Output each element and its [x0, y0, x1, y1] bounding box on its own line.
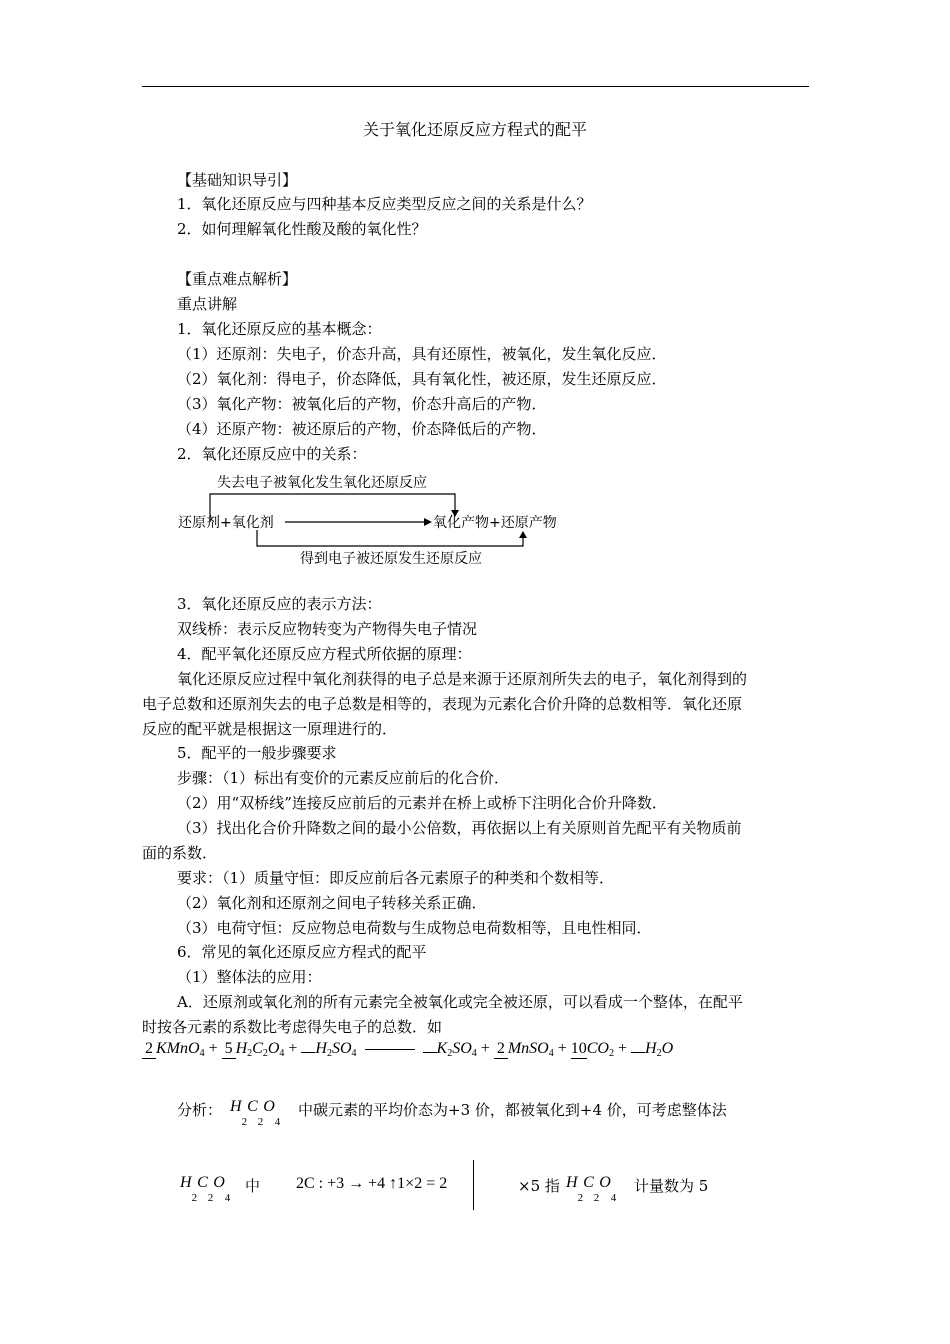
h2c2o4-formula-3: $H_2C_2O_4$ — [566, 1174, 617, 1204]
balanced-equation: 2 KMnO$_4$ + 5 $H_2C_2O_4 + H_2SO_4$ $K_2SO_4 + 2$ MnSO$_4$ + $10CO_2 + H_2O$ — [142, 1040, 673, 1059]
valence-calc: 2C : +3 → +4 ↑1×2 = 2 — [296, 1175, 448, 1192]
header-rule — [142, 86, 809, 87]
steps-title: 5．配平的一般步骤要求 — [177, 744, 337, 762]
diagram-top-label: 失去电子被氧化发生氧化还原反应 — [217, 475, 427, 491]
page-title: 关于氧化还原反应方程式的配平 — [362, 120, 587, 139]
diagram-left-label: 还原剂+氧化剂 — [178, 515, 274, 531]
count-text: 计量数为 5 — [634, 1177, 709, 1195]
requirement-3: （3）电荷守恒：反应物总电荷数与生成物总电荷数相等，且电性相同． — [177, 919, 652, 937]
reduction-bracket — [257, 530, 523, 546]
example-a-line-1: A．还原剂或氧化剂的所有元素完全被氧化或完全被还原，可以看成一个整体，在配平 — [177, 993, 743, 1011]
common-title: 6．常见的氧化还原反应方程式的配平 — [177, 943, 427, 961]
principle-title: 4．配平氧化还原反应方程式所依据的原理： — [177, 645, 472, 663]
analysis-prefix: 分析： — [177, 1101, 223, 1119]
coef-co2: 10 — [570, 1040, 587, 1057]
step-3-line-2: 面的系数． — [142, 844, 218, 862]
coef-h2o — [631, 1052, 645, 1053]
times-five: ×5 指 — [518, 1177, 560, 1195]
concept-2: （2）氧化剂：得电子，价态降低，具有氧化性，被还原，发生还原反应． — [177, 370, 667, 388]
basic-question-1: 1．氧化还原反应与四种基本反应类型反应之间的关系是什么？ — [177, 195, 592, 213]
diagram-bottom-label: 得到电子被还原发生还原反应 — [300, 551, 482, 567]
key-heading: 重点讲解 — [177, 295, 238, 313]
concept-4: （4）还原产物：被还原后的产物，价态降低后的产物． — [177, 420, 547, 438]
concept-3: （3）氧化产物：被氧化后的产物，价态升高后的产物． — [177, 395, 547, 413]
section-key: 【重点难点解析】 — [177, 270, 298, 288]
basic-question-2: 2．如何理解氧化性酸及酸的氧化性？ — [177, 220, 427, 238]
coef-mnso4: 2 — [494, 1040, 508, 1059]
section-basic: 【基础知识导引】 — [177, 171, 298, 189]
step-1: 步骤：（1）标出有变价的元素反应前后的化合价． — [177, 769, 510, 787]
requirement-1: 要求：（1）质量守恒：即反应前后各元素原子的种类和个数相等． — [177, 869, 615, 887]
relation-title: 2．氧化还原反应中的关系： — [177, 445, 367, 463]
h2c2o4-formula-2: $H_2C_2O_4$ — [180, 1174, 231, 1204]
reduction-arrowhead — [519, 531, 527, 538]
concept-1: （1）还原剂：失电子，价态升高，具有还原性，被氧化，发生氧化反应． — [177, 345, 667, 363]
coef-kmno4: 2 — [142, 1040, 156, 1059]
calc-divider — [473, 1160, 474, 1210]
whole-method: （1）整体法的应用： — [177, 968, 322, 986]
step-3-line-1: （3）找出化合价升降数之间的最小公倍数，再依据以上有关原则首先配平有关物质前 — [177, 819, 742, 837]
zhong-label: 中 — [245, 1177, 261, 1195]
concepts-title: 1．氧化还原反应的基本概念： — [177, 320, 382, 338]
principle-line-3: 反应的配平就是根据这一原理进行的． — [142, 720, 398, 738]
h2c2o4-formula: $H_2C_2O_4$ — [230, 1098, 281, 1128]
analysis-text: 中碳元素的平均价态为+3 价，都被氧化到+4 价，可考虑整体法 — [298, 1101, 727, 1119]
requirement-2: （2）氧化剂和还原剂之间电子转移关系正确． — [177, 894, 487, 912]
method-text: 双线桥：表示反应物转变为产物得失电子情况 — [177, 620, 478, 638]
diagram-right-label: 氧化产物+还原产物 — [433, 515, 557, 531]
principle-line-1: 氧化还原反应过程中氧化剂获得的电子总是来源于还原剂所失去的电子，氧化剂得到的 — [177, 670, 748, 688]
example-a-line-2: 时按各元素的系数比考虑得失电子的总数．如 — [142, 1018, 443, 1036]
principle-line-2: 电子总数和还原剂失去的电子总数是相等的，表现为元素化合价升降的总数相等．氧化还原 — [142, 695, 743, 713]
main-arrowhead — [424, 518, 432, 526]
redox-relation-diagram — [175, 470, 575, 570]
method-title: 3．氧化还原反应的表示方法： — [177, 595, 382, 613]
coef-h2c2o4: 5 — [222, 1040, 236, 1059]
step-2: （2）用“双桥线”连接反应前后的元素并在桥上或桥下注明化合价升降数． — [177, 794, 667, 812]
coef-k2so4 — [423, 1052, 437, 1053]
coef-h2so4 — [301, 1052, 315, 1053]
